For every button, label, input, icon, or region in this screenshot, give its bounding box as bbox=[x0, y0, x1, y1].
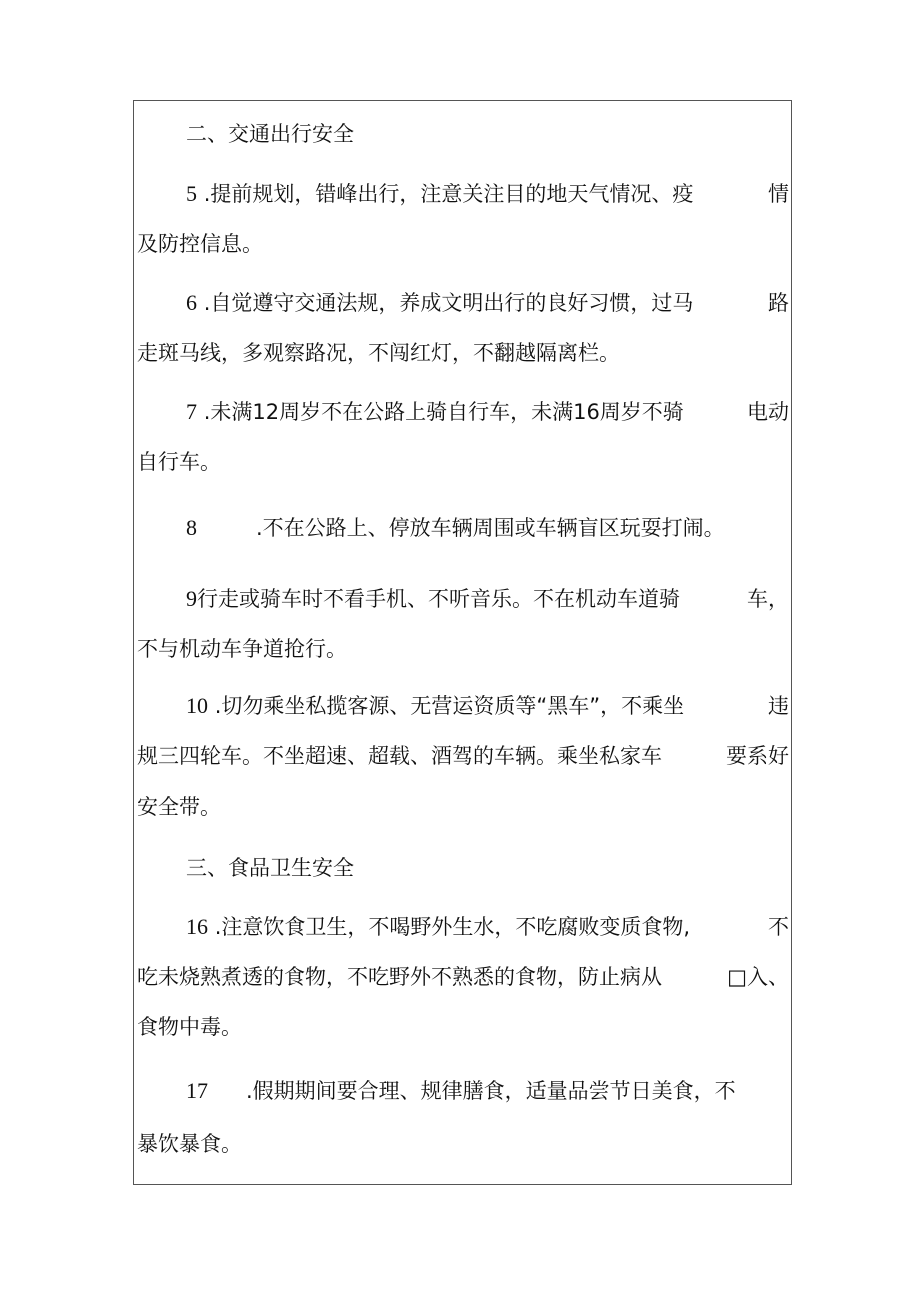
list-item-6-line1: 6 .自觉遵守交通法规，养成文明出行的良好习惯，过马 路 bbox=[186, 290, 789, 315]
list-item-5-line1: 5 .提前规划，错峰出行，注意关注目的地天气情况、疫 情 bbox=[186, 181, 789, 206]
list-item-10-line2: 规三四轮车。不坐超速、超载、酒驾的车辆。乘坐私家车 要系好 bbox=[137, 744, 789, 768]
list-item-7-line1: 7 .未满12周岁不在公路上骑自行车，未满16周岁不骑 电动 bbox=[186, 399, 789, 424]
list-item-9-line1: 9行走或骑车时不看手机、不听音乐。不在机动车道骑 车， bbox=[186, 586, 789, 611]
list-item-9-line2: 不与机动车争道抢行。 bbox=[137, 637, 347, 661]
section-heading-food: 三、食品卫生安全 bbox=[186, 856, 354, 880]
list-item-6-line2: 走斑马线，多观察路况，不闯红灯，不翻越隔离栏。 bbox=[137, 341, 620, 365]
list-item-10-line1: 10 .切勿乘坐私揽客源、无营运资质等“黑车”，不乘坐 违 bbox=[186, 693, 789, 718]
list-item-16-line3: 食物中毒。 bbox=[137, 1015, 242, 1039]
list-item-7-line2: 自行车。 bbox=[137, 450, 221, 474]
list-item-16-line1: 16 .注意饮食卫生，不喝野外生水，不吃腐败变质食物, 不 bbox=[186, 914, 789, 939]
list-item-5-line2: 及防控信息。 bbox=[137, 232, 263, 256]
section-heading-traffic: 二、交通出行安全 bbox=[186, 122, 354, 146]
list-item-16-line2: 吃未烧熟煮透的食物，不吃野外不熟悉的食物，防止病从 □入、 bbox=[137, 965, 789, 989]
list-item-17-line2: 暴饮暴食。 bbox=[137, 1132, 242, 1156]
list-item-10-line3: 安全带。 bbox=[137, 795, 221, 819]
list-item-8-line1: 8 .不在公路上、停放车辆周围或车辆盲区玩耍打闹。 bbox=[186, 515, 725, 540]
list-item-17-line1: 17 .假期期间要合理、规律膳食，适量品尝节日美食，不 bbox=[186, 1078, 736, 1103]
